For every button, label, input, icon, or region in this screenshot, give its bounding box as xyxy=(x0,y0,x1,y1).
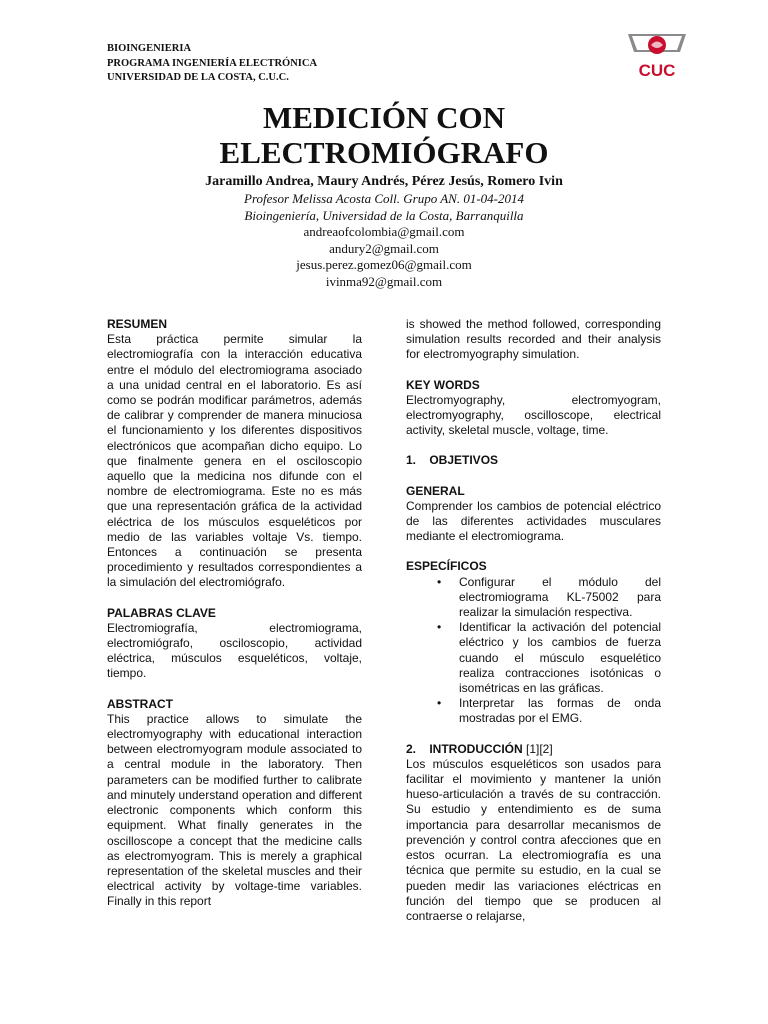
running-header xyxy=(107,42,317,86)
list-item: • Identificar la activación del potencial eléctrico y los cambios de fuerza cuando el músculo esquelético realiza contracciones isotónicas o isométricas en las gráficas. xyxy=(459,620,661,696)
title-line-2: ELECTROMIÓGRAFO xyxy=(219,135,549,170)
introduccion-refs: [1][2] xyxy=(522,741,553,756)
author-email: ivinma92@gmail.com xyxy=(325,273,443,289)
palabras-clave-heading: PALABRAS CLAVE xyxy=(107,605,216,620)
header-line-department: BIOINGENIERIA xyxy=(107,43,192,54)
author-list: Jaramillo Andrea, Maury Andrés, Pérez Jesús, Romero Ivin xyxy=(205,174,563,189)
especificos-heading: ESPECÍFICOS xyxy=(406,559,487,574)
key-words-text: Electromyography, electromyogram, electromyography, oscilloscope, electrical activity, skeletal muscle, voltage, time. xyxy=(406,392,661,438)
affiliation-line-2: Bioingeniería, Universidad de la Costa, Barranquilla xyxy=(244,208,524,223)
general-text: Comprender los cambios de potencial eléctrico de las diferentes actividades musculares mediante el electromiograma. xyxy=(406,498,661,544)
introduccion-heading xyxy=(406,742,661,757)
right-column xyxy=(406,317,661,924)
abstract-text: This practice allows to simulate the electromyography with educational interaction between electromyogram module associated to a central module in the laboratory. Then parameters can be modified further to calibrate and minutely understand operation and different electronic components which conform this equipment. What finally generates in the oscilloscope a concept that the medicine calls as electromyogram. This is merely a graphical representation of the skeletal muscles and their electrical activity by voltage-time variables. Finally in this report xyxy=(107,711,362,909)
resumen-text: Esta práctica permite simular la electromiografía con la interacción educativa entre el módulo del electromiograma asociado a una unidad central en el laboratorio. Es así como se podrán modificar parámetros, además de calibrar y comprender de manera minuciosa el funcionamiento y los diferentes dispositivos electrónicos que acompañan dicho equipo. Lo que finalmente genera en el osciloscopio aquello que la medicina nos difunde con el nombre de electromiograma. Este no es más que una representación gráfica de la actividad eléctrica de los músculos esqueléticos por medio de las variables voltaje Vs. tiempo. Entonces a continuación se presenta procedimiento y resultados correspondientes a la simulación del electromiógrafo. xyxy=(107,332,362,590)
paper-title xyxy=(0,100,768,170)
author-email: jesus.perez.gomez06@gmail.com xyxy=(296,257,472,272)
header-line-university: UNIVERSIDAD DE LA COSTA, C.U.C. xyxy=(107,72,289,83)
title-block xyxy=(0,100,768,290)
header-line-program: PROGRAMA INGENIERÍA ELECTRÓNICA xyxy=(107,57,318,69)
cuc-logo xyxy=(622,30,692,82)
list-item: • Configurar el módulo del electromiograma KL-75002 para realizar la simulación respectiva. xyxy=(459,575,661,621)
left-column xyxy=(107,317,362,910)
palabras-clave-text: Electromiografía, electromiograma, electromiógrafo, osciloscopio, actividad eléctrica, músculos esqueléticos, voltaje, tiempo. xyxy=(107,620,362,681)
introduccion-text: Los músculos esqueléticos son usados para facilitar el movimiento y mantener la unión hueso-articulación a través de su contracción. Su estudio y entendimiento es de suma importancia para desarrollar mecanismos de prevención y control contra afecciones que en estos ocurran. La electromiografía es una técnica que permite su estudio, en la cual se pueden medir las variaciones eléctricas en función del tiempo que se producen al contraerse o relajarse, xyxy=(406,756,661,923)
general-heading: GENERAL xyxy=(406,483,465,498)
author-email: andury2@gmail.com xyxy=(329,240,439,256)
especificos-list xyxy=(406,575,661,727)
list-item: • Interpretar las formas de onda mostradas por el EMG. xyxy=(459,696,661,726)
abstract-heading: ABSTRACT xyxy=(107,696,173,711)
introduccion-heading-text: 2. INTRODUCCIÓN xyxy=(406,741,523,756)
resumen-heading: RESUMEN xyxy=(107,317,168,331)
objetivos-heading: 1. OBJETIVOS xyxy=(406,453,499,468)
author-email: andreaofcolombia@gmail.com xyxy=(303,224,465,239)
abstract-text-continued: is showed the method followed, corresponding simulation results recorded and their analysis for electromyography simulation. xyxy=(406,317,661,362)
key-words-heading: KEY WORDS xyxy=(406,377,480,392)
affiliation-line-1: Profesor Melissa Acosta Coll. Grupo AN. 01-04-2014 xyxy=(244,191,524,206)
logo-wordmark: CUC xyxy=(638,61,676,80)
title-line-1: MEDICIÓN CON xyxy=(263,100,505,135)
